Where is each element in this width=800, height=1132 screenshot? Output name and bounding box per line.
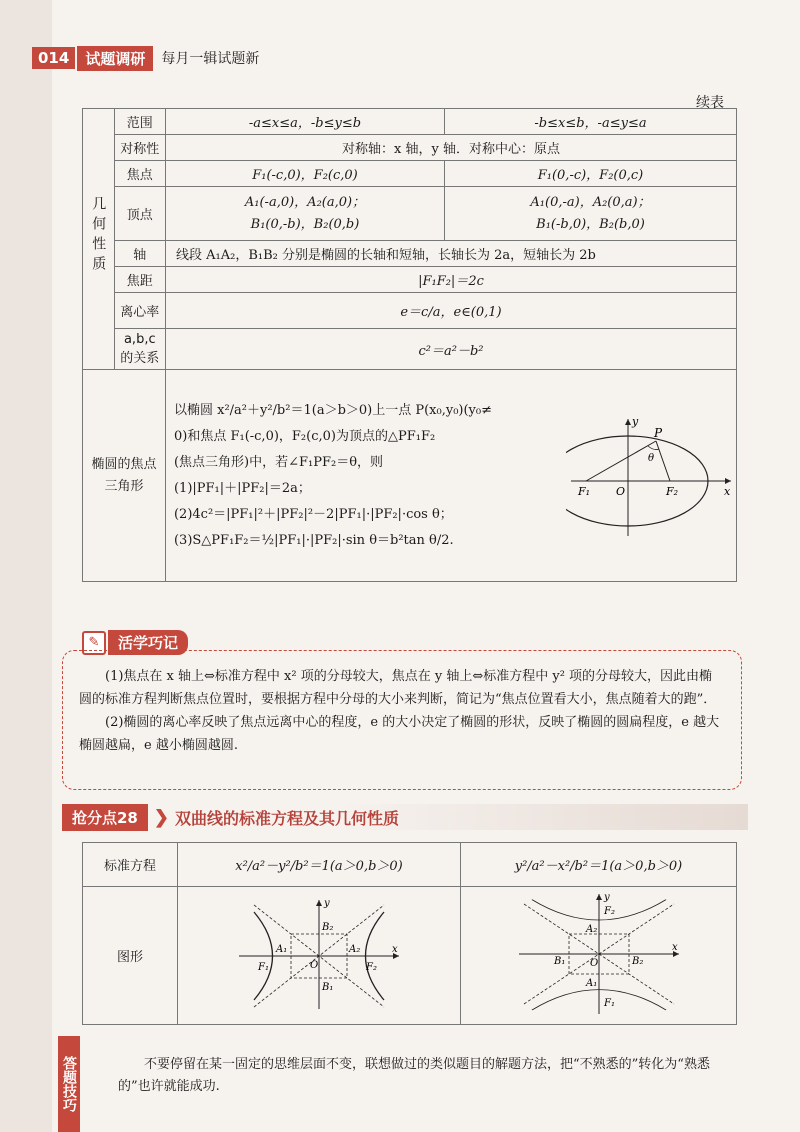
ellipse-properties-table [82,108,737,582]
table-row [83,329,737,370]
row-label: 焦距 [114,267,165,293]
axis-label-x: x [671,941,678,953]
tips-box [62,650,742,790]
text-line: (2)4c²＝|PF₁|²＋|PF₂|²－2|PF₁|·|PF₂|·cos θ； [173,506,453,522]
row-label: 图形 [83,887,178,1025]
origin-label: O [589,957,598,969]
focus-label-f2: F₂ [366,961,377,973]
point-label-p: P [653,425,663,440]
vertex-label-b2: B₂ [631,955,643,967]
table-row [83,161,737,187]
vertex-label-b1: B₁ [322,981,334,993]
group-label-geometry: 几何性质 [83,109,115,370]
cell-merged: c²＝a²－b² [165,329,736,370]
row-label: 焦点 [114,161,165,187]
origin-label: O [615,484,626,498]
text-line: (焦点三角形)中，若∠F₁PF₂＝θ，则 [173,454,384,470]
cell-right [445,187,737,241]
section-heading [62,804,748,830]
focal-triangle-text [166,392,562,560]
figure-right [461,887,737,1025]
cell-merged: |F₁F₂|＝2c [165,267,736,293]
axis-label-x: x [723,484,731,498]
ellipse-focal-triangle-diagram [566,411,736,541]
vertex-label-b2: B₂ [322,921,334,933]
cell-merged: 对称轴：x 轴，y 轴．对称中心：原点 [165,135,736,161]
table-row [83,241,737,267]
cell-right: F₁(0,-c)，F₂(0,c) [445,161,737,187]
hyperbola-table [82,842,737,1025]
row-label: a,b,c 的关系 [114,329,165,370]
vertex-label-a1: A₁ [585,977,597,989]
vertex-line-1: A₁(-a,0)，A₂(a,0)； [244,194,366,210]
continued-label: 续表 [696,95,724,111]
footer-tip: 不要停留在某一固定的思维层面不变，联想做过的类似题目的解题方法，把“不熟悉的”转化为“熟悉的”也许就能成功. [118,1057,710,1094]
table-row [83,293,737,329]
hyperbola-vertical-diagram [514,890,684,1018]
focus-label-f1: F₁ [258,961,269,973]
axis-label-y: y [324,897,330,909]
focal-triangle-cell [165,370,736,582]
row-label: 范围 [114,109,165,135]
table-row [83,109,737,135]
table-row [83,187,737,241]
cell-right: -b≤x≤b，-a≤y≤a [445,109,737,135]
origin-label: O [310,959,319,971]
cell-left: F₁(-c,0)，F₂(c,0) [165,161,444,187]
row-label-focal-triangle: 椭圆的焦点三角形 [83,370,166,582]
section-tag: 试题调研 [77,46,153,71]
cell-merged: 线段 A₁A₂，B₁B₂ 分别是椭圆的长轴和短轴，长轴长为 2a，短轴长为 2b [165,241,736,267]
tips-paragraph: (2)椭圆的离心率反映了焦点远离中心的程度，e 的大小决定了椭圆的形状，反映了椭圆的圆扁程度，e 越大椭圆越扁，e 越小椭圆越圆. [79,715,720,753]
vertex-label-a2: A₂ [585,923,597,935]
vertex-line-2: B₁(-b,0)，B₂(b,0) [536,216,645,232]
row-label: 顶点 [114,187,165,241]
axis-label-y: y [631,414,639,428]
chevron-right-icon: ❯ [153,806,169,828]
figure-left [178,887,461,1025]
row-label: 轴 [114,241,165,267]
axis-label-y: y [603,891,610,903]
vertex-line-2: B₁(0,-b)，B₂(0,b) [250,216,360,232]
cell-left: -a≤x≤a，-b≤y≤b [165,109,444,135]
vertex-line-1: A₁(0,-a)，A₂(0,a)； [530,194,651,210]
focus-label-f1: F₁ [603,997,615,1009]
row-label: 标准方程 [83,843,178,887]
text-line: (3)S△PF₁F₂＝½|PF₁|·|PF₂|·sin θ＝b²tan θ/2. [173,532,454,548]
equation-right: y²/a²－x²/b²＝1(a＞0,b＞0) [461,843,737,887]
axis-label-x: x [392,943,398,955]
equation-left: x²/a²－y²/b²＝1(a＞0,b＞0) [178,843,461,887]
table-row [83,267,737,293]
table-row [83,887,737,1025]
row-label: 离心率 [114,293,165,329]
page-number: 014 [32,47,75,69]
table-row [83,370,737,582]
text-line: (1)|PF₁|＋|PF₂|＝2a； [173,480,311,496]
text-line: 0)和焦点 F₁(-c,0)，F₂(c,0)为顶点的△PF₁F₂ [173,428,436,444]
text-line: 以椭圆 x²/a²＋y²/b²＝1(a＞b＞0)上一点 P(x₀,y₀)(y₀≠ [173,402,493,418]
focus-label-f1: F₁ [577,484,591,498]
cell-left [165,187,444,241]
tips-title: 活学巧记 [108,630,188,655]
table-row [83,135,737,161]
hyperbola-horizontal-diagram [234,894,404,1014]
vertex-label-b1: B₁ [553,955,565,967]
row-label: 对称性 [114,135,165,161]
focus-label-f2: F₂ [603,905,615,917]
vertex-label-a1: A₁ [276,943,288,955]
angle-label-theta: θ [647,452,655,464]
cell-merged: e＝c/a，e∈(0,1) [165,293,736,329]
page-header [32,46,259,70]
page-margin-strip [0,0,52,1132]
tips-paragraph: (1)焦点在 x 轴上⇔标准方程中 x² 项的分母较大，焦点在 y 轴上⇔标准方程中 y² 项的分母较大，因此由椭圆的标准方程判断焦点位置时，要根据方程中分母的大小来判断，简记为“焦点位置看大小，焦点随着大的跑”． [79,669,717,707]
point-badge: 抢分点28 [62,804,148,831]
pencil-note-icon: ✎ [82,631,106,655]
section-title: 双曲线的标准方程及其几何性质 [174,808,399,828]
footer-tab: 答题技巧 [58,1036,80,1132]
series-title: 每月一辑试题新 [161,51,260,67]
vertex-label-a2: A₂ [349,943,361,955]
focus-label-f2: F₂ [665,484,679,498]
table-row [83,843,737,887]
